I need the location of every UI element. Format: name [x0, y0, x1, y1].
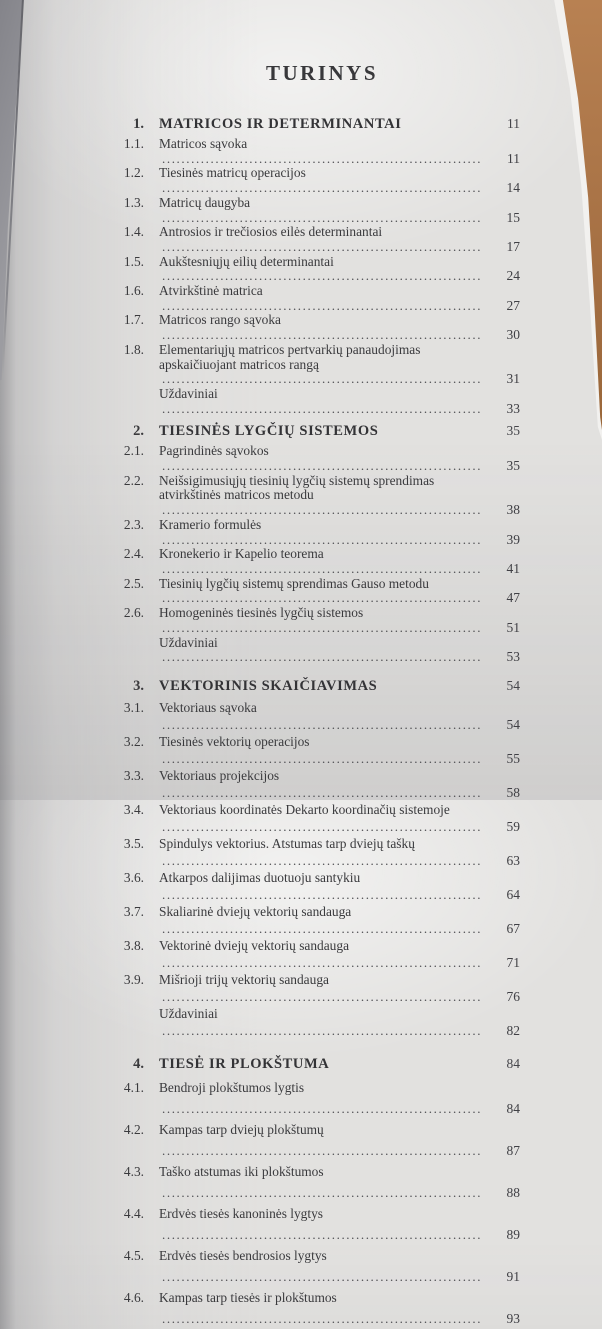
- toc-item: [104, 971, 520, 1005]
- toc-section: [104, 114, 520, 416]
- toc-item-label: Atvirkštinė matrica: [159, 284, 263, 299]
- toc-item-text: [159, 1077, 480, 1119]
- toc-item-text: [159, 733, 480, 767]
- toc-item: [104, 474, 520, 518]
- toc-item-label: Kronekerio ir Kapelio teorema: [159, 547, 324, 562]
- toc-item-number: 4.4.: [123, 1205, 144, 1221]
- dot-leader: [159, 210, 480, 225]
- toc-item-page-number: 89: [506, 1226, 520, 1242]
- toc-item-label: Vektoriaus sąvoka: [159, 699, 257, 715]
- toc-item-page-number: 54: [506, 716, 520, 732]
- toc-item: [104, 547, 520, 576]
- dot-leader: [159, 151, 480, 166]
- toc-item-page-number: 17: [506, 238, 520, 254]
- toc-item-text: [159, 474, 480, 518]
- toc-item: [104, 1005, 520, 1039]
- toc-item-label: Neišsigimusiųjų tiesinių lygčių sistemų sprendimas atvirkštinės matricos metodu: [159, 473, 435, 503]
- toc-item-text: [159, 869, 480, 903]
- toc-item-number: 1.3.: [123, 194, 144, 210]
- toc-item: [104, 518, 520, 547]
- toc-item-page-number: 71: [506, 954, 520, 970]
- toc-item-label: Atkarpos dalijimas duotuoju santykiu: [159, 869, 361, 885]
- toc-item-page-number: 59: [506, 818, 520, 834]
- toc-item-text: [159, 971, 480, 1005]
- toc-item: [104, 1287, 520, 1329]
- toc-item-text: [159, 518, 480, 547]
- toc-section-heading: [104, 1054, 520, 1074]
- toc-item: [104, 1161, 520, 1203]
- toc-item-number: 1.1.: [123, 136, 144, 151]
- toc-item-number: 2.6.: [123, 605, 144, 621]
- dot-leader: [159, 298, 480, 313]
- dot-leader: [159, 502, 480, 517]
- toc-item-page-number: 41: [506, 560, 520, 576]
- toc-item-label: Tiesinių lygčių sistemų sprendimas Gauso metodu: [159, 576, 429, 591]
- toc-item: [104, 225, 520, 254]
- toc-item-label: Vektoriaus projekcijos: [159, 767, 280, 783]
- dot-leader: [159, 1311, 480, 1326]
- toc-item: [104, 1203, 520, 1245]
- toc-item-label: Mišrioji trijų vektorių sandauga: [159, 971, 329, 987]
- toc-item-number: 3.3.: [123, 767, 144, 783]
- toc-item-label: Kampas tarp tiesės ir plokštumos: [159, 1289, 337, 1305]
- toc-item-label: Matricos rango sąvoka: [159, 313, 281, 328]
- toc-section-page-number: 11: [507, 116, 520, 131]
- toc-item-page-number: 33: [506, 400, 520, 416]
- dot-leader: [159, 819, 480, 834]
- toc-item-number: 1.4.: [123, 224, 144, 240]
- toc-item: [104, 166, 520, 195]
- dot-leader: [159, 989, 480, 1004]
- toc-item-number: 1.6.: [123, 283, 144, 299]
- toc-item-number: 3.2.: [123, 733, 144, 749]
- toc-section-title: TIESĖ IR PLOKŠTUMA: [159, 1055, 330, 1072]
- toc-item-label: Taško atstumas iki plokštumos: [159, 1163, 324, 1179]
- dot-leader: [159, 751, 480, 766]
- toc-item-page-number: 11: [507, 150, 520, 166]
- toc-item-label: Uždaviniai: [159, 635, 218, 650]
- toc-item-number: 4.5.: [123, 1247, 144, 1263]
- toc-section-title: TIESINĖS LYGČIŲ SISTEMOS: [159, 423, 379, 440]
- toc-item-number: 3.8.: [123, 937, 144, 953]
- toc-section-items: [104, 444, 520, 665]
- toc-item-page-number: 87: [506, 1142, 520, 1158]
- toc-item-label: Tiesinės vektorių operacijos: [159, 733, 310, 749]
- toc-item-number: 4.6.: [123, 1289, 144, 1305]
- dot-leader: [159, 1143, 480, 1158]
- toc-section-number: 4.: [133, 1055, 144, 1072]
- toc-item-text: [159, 284, 480, 313]
- toc-item-label: Kramerio formulės: [159, 517, 262, 532]
- toc-item: [104, 1245, 520, 1287]
- toc-item-page-number: 38: [506, 502, 520, 518]
- toc-item-page-number: 30: [506, 327, 520, 343]
- toc-item-number: 3.4.: [123, 801, 144, 817]
- dot-leader: [159, 561, 480, 576]
- toc-item-number: 2.1.: [123, 443, 144, 459]
- toc-item-page-number: 84: [506, 1100, 520, 1116]
- dot-leader: [159, 620, 480, 635]
- toc-item-text: [159, 313, 480, 342]
- toc-item-text: [159, 255, 480, 284]
- toc-item-label: Skaliarinė dviejų vektorių sandauga: [159, 903, 352, 919]
- dot-leader: [159, 955, 480, 970]
- toc-item-page-number: 39: [506, 531, 520, 547]
- toc-section-heading: [104, 114, 520, 134]
- toc-item: [104, 937, 520, 971]
- toc-item: [104, 767, 520, 801]
- toc-section-heading: [104, 421, 520, 441]
- toc-item: [104, 577, 520, 606]
- toc-item-number: 3.9.: [123, 971, 144, 987]
- toc-item: [104, 869, 520, 903]
- toc-item-text: [159, 835, 480, 869]
- dot-leader: [159, 371, 480, 386]
- dot-leader: [159, 239, 480, 254]
- toc-item-label: Homogeninės tiesinės lygčių sistemos: [159, 606, 364, 621]
- toc-item-text: [159, 1287, 480, 1329]
- toc-item-text: [159, 225, 480, 254]
- toc-item-text: [159, 444, 480, 473]
- toc-item-page-number: 93: [506, 1310, 520, 1326]
- toc-item-number: 1.5.: [123, 253, 144, 269]
- toc-item-page-number: 82: [506, 1022, 520, 1038]
- toc-item-number: 1.7.: [123, 312, 144, 328]
- toc-item: [104, 387, 520, 416]
- toc-item: [104, 196, 520, 225]
- toc-item-page-number: 15: [506, 209, 520, 225]
- toc-item-number: 1.2.: [123, 165, 144, 181]
- toc-item-label: Tiesinės matricų operacijos: [159, 166, 306, 181]
- toc-item-page-number: 35: [506, 458, 520, 474]
- toc-item: [104, 801, 520, 835]
- toc-item-text: [159, 196, 480, 225]
- toc-section: [104, 676, 520, 1039]
- toc-item-page-number: 91: [506, 1268, 520, 1284]
- book-page-content: [104, 60, 520, 1329]
- toc-item-page-number: 76: [506, 988, 520, 1004]
- dot-leader: [159, 887, 480, 902]
- toc-item: [104, 343, 520, 387]
- toc-item-label: Elementariųjų matricos pertvarkių panaudojimas apskaičiuojant matricos rangą: [159, 342, 421, 372]
- toc-item-page-number: 14: [506, 180, 520, 196]
- toc-item-number: 3.6.: [123, 869, 144, 885]
- dot-leader: [159, 268, 480, 283]
- toc-item-text: [159, 577, 480, 606]
- toc-item-page-number: 58: [506, 784, 520, 800]
- toc-item: [104, 313, 520, 342]
- toc-item-label: Matricų daugyba: [159, 195, 251, 210]
- toc-item-number: 4.3.: [123, 1163, 144, 1179]
- toc-item: [104, 733, 520, 767]
- toc-item-label: Erdvės tiesės kanoninės lygtys: [159, 1205, 324, 1221]
- toc-item-text: [159, 387, 480, 416]
- toc-item-text: [159, 636, 480, 665]
- toc-item-page-number: 64: [506, 886, 520, 902]
- toc-item-label: Antrosios ir trečiosios eilės determinantai: [159, 225, 383, 240]
- toc-item-label: Bendroji plokštumos lygtis: [159, 1079, 305, 1095]
- toc-item-text: [159, 903, 480, 937]
- toc-item-number: 1.8.: [123, 341, 144, 357]
- toc-item-number: 4.1.: [123, 1079, 144, 1095]
- dot-leader: [159, 1101, 480, 1116]
- page-title: TURINYS: [265, 61, 379, 85]
- toc-item: [104, 255, 520, 284]
- toc-item-text: [159, 547, 480, 576]
- toc-item-label: Aukštesniųjų eilių determinantai: [159, 254, 334, 269]
- toc-item-text: [159, 606, 480, 635]
- dot-leader: [159, 1269, 480, 1284]
- toc-item-text: [159, 699, 480, 733]
- toc-item: [104, 1119, 520, 1161]
- toc-item-number: 2.5.: [123, 575, 144, 591]
- dot-leader: [159, 717, 480, 732]
- toc-item-label: Spindulys vektorius. Atstumas tarp dviejų taškų: [159, 835, 415, 851]
- dot-leader: [159, 180, 480, 195]
- toc-item-text: [159, 1119, 480, 1161]
- toc-item-page-number: 63: [506, 852, 520, 868]
- dot-leader: [159, 532, 480, 547]
- dot-leader: [159, 921, 480, 936]
- toc-item-text: [159, 1245, 480, 1287]
- dot-leader: [159, 1227, 480, 1242]
- toc-item-label: Pagrindinės sąvokos: [159, 444, 269, 459]
- toc-item-label: Matricos sąvoka: [159, 137, 248, 151]
- toc-item: [104, 835, 520, 869]
- toc-item-number: 3.7.: [123, 903, 144, 919]
- toc-item-number: 2.2.: [123, 472, 144, 488]
- toc-item: [104, 903, 520, 937]
- toc-item: [104, 699, 520, 733]
- toc-item-text: [159, 1161, 480, 1203]
- toc-item-page-number: 27: [506, 297, 520, 313]
- dot-leader: [159, 649, 480, 664]
- toc-item-label: Vektorinė dviejų vektorių sandauga: [159, 937, 350, 953]
- toc-section-page-number: 54: [506, 677, 520, 693]
- toc-item-text: [159, 801, 480, 835]
- toc-item: [104, 137, 520, 166]
- toc-item-label: Erdvės tiesės bendrosios lygtys: [159, 1247, 327, 1263]
- toc-section-title: MATRICOS IR DETERMINANTAI: [159, 116, 402, 132]
- dot-leader: [159, 590, 480, 605]
- toc-section-page-number: 84: [506, 1055, 520, 1071]
- toc-item-label: Vektoriaus koordinatės Dekarto koordinačių sistemoje: [159, 801, 450, 817]
- toc-section: [104, 421, 520, 665]
- toc-item-text: [159, 1005, 480, 1039]
- dot-leader: [159, 785, 480, 800]
- toc-section-title: VEKTORINIS SKAIČIAVIMAS: [159, 677, 378, 694]
- toc-item-number: 2.3.: [123, 516, 144, 532]
- toc-item-number: 3.1.: [123, 699, 144, 715]
- toc-section-items: [104, 1077, 520, 1329]
- toc-item-page-number: 24: [506, 268, 520, 284]
- toc-section-page-number: 35: [506, 423, 520, 439]
- dot-leader: [159, 327, 480, 342]
- toc-item-label: Uždaviniai: [159, 386, 218, 401]
- dot-leader: [159, 401, 480, 416]
- toc-item-page-number: 53: [506, 649, 520, 665]
- toc-item-page-number: 67: [506, 920, 520, 936]
- toc-item-text: [159, 166, 480, 195]
- dot-leader: [159, 1185, 480, 1200]
- toc-item-number: 2.4.: [123, 546, 144, 562]
- toc-list: [104, 114, 520, 1329]
- toc-item: [104, 636, 520, 665]
- toc-item-text: [159, 1203, 480, 1245]
- toc-section-heading: [104, 676, 520, 696]
- toc-section-items: [104, 137, 520, 416]
- toc-item: [104, 606, 520, 635]
- toc-item: [104, 1077, 520, 1119]
- toc-section: [104, 1054, 520, 1329]
- toc-item: [104, 444, 520, 473]
- toc-item-label: Kampas tarp dviejų plokštumų: [159, 1121, 324, 1137]
- toc-item: [104, 284, 520, 313]
- toc-item-page-number: 55: [506, 750, 520, 766]
- toc-item-text: [159, 137, 480, 166]
- dot-leader: [159, 853, 480, 868]
- toc-section-number: 3.: [133, 677, 144, 694]
- toc-section-number: 1.: [133, 116, 144, 132]
- toc-section-items: [104, 699, 520, 1039]
- toc-item-text: [159, 937, 480, 971]
- toc-item-number: 3.5.: [123, 835, 144, 851]
- toc-item-label: Uždaviniai: [159, 1005, 218, 1021]
- toc-item-page-number: 51: [506, 619, 520, 635]
- dot-leader: [159, 458, 480, 473]
- toc-item-page-number: 31: [506, 371, 520, 387]
- toc-item-text: [159, 767, 480, 801]
- toc-item-page-number: 47: [506, 590, 520, 606]
- dot-leader: [159, 1023, 480, 1038]
- toc-item-text: [159, 343, 480, 387]
- toc-section-number: 2.: [133, 423, 144, 440]
- toc-item-number: 4.2.: [123, 1121, 144, 1137]
- toc-item-page-number: 88: [506, 1184, 520, 1200]
